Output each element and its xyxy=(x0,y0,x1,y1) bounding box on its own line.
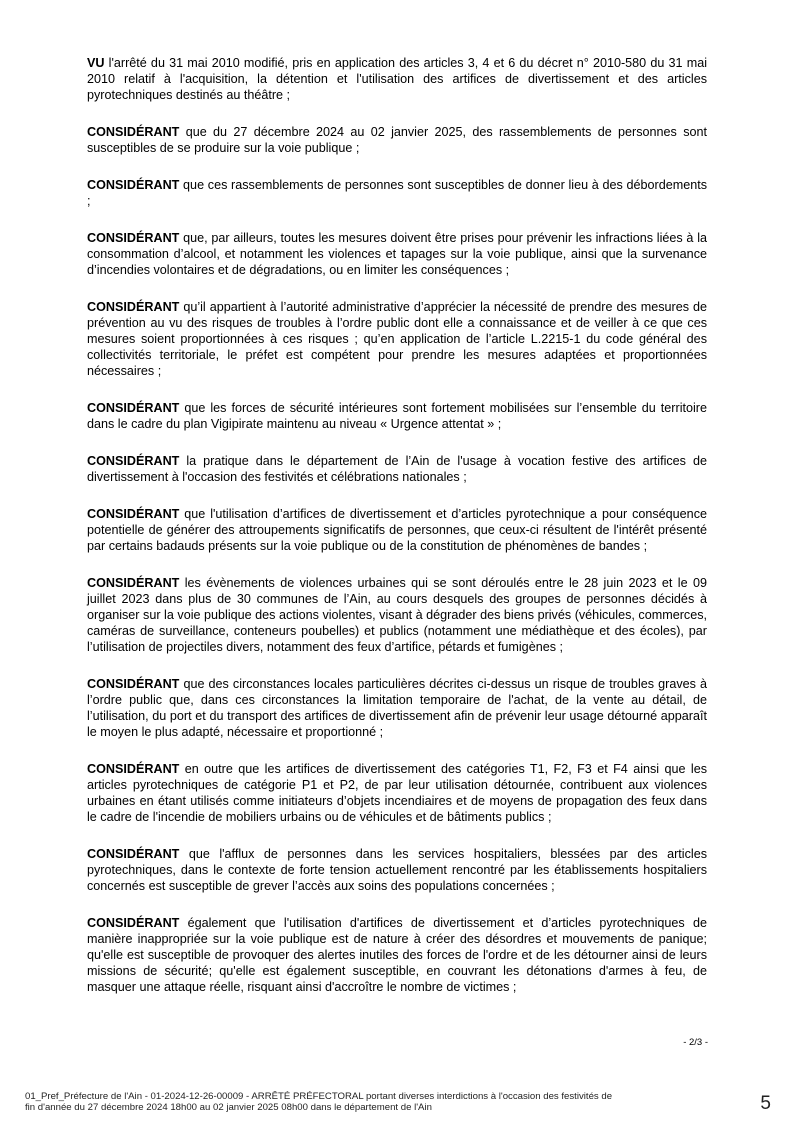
paragraph xyxy=(87,846,707,894)
document-body xyxy=(87,55,707,1016)
paragraph xyxy=(87,299,707,379)
paragraph-text: la pratique dans le département de l’Ain de l'usage à vocation festive des artifices de divertissement à l'occasion des festivités et célébrations nationales ; xyxy=(87,454,707,484)
paragraph-keyword: CONSIDÉRANT xyxy=(87,847,180,861)
paragraph-keyword: CONSIDÉRANT xyxy=(87,576,180,590)
paragraph xyxy=(87,676,707,740)
page-number: - 2/3 - xyxy=(683,1037,708,1048)
paragraph-keyword: CONSIDÉRANT xyxy=(87,507,180,521)
paragraph-text: en outre que les artifices de divertissement des catégories T1, F2, F3 et F4 ainsi que les articles pyrotechniques de catégorie P1 et P2, de par leur utilisation détournée, contribuent aux violences urbaines en étant utilisés comme initiateurs d’objets incendiaires et de moyens de propagation des feux dans le cadre de l'incendie de mobiliers urbains ou de véhicules et de bâtiments publics ; xyxy=(87,762,707,824)
paragraph xyxy=(87,230,707,278)
paragraph xyxy=(87,400,707,432)
paragraph-keyword: CONSIDÉRANT xyxy=(87,300,180,314)
paragraph-text: que, par ailleurs, toutes les mesures doivent être prises pour prévenir les infractions liées à la consommation d’alcool, et notamment les violences et tapages sur la voie publique, ainsi que la survenance d’incendies volontaires et de dégradations, ou en limiter les conséquences ; xyxy=(87,231,707,277)
paragraph-keyword: VU xyxy=(87,56,105,70)
paragraph xyxy=(87,915,707,995)
paragraph-keyword: CONSIDÉRANT xyxy=(87,178,180,192)
paragraph-keyword: CONSIDÉRANT xyxy=(87,762,180,776)
paragraph xyxy=(87,124,707,156)
paragraph-text: qu’il appartient à l’autorité administrative d’apprécier la nécessité de prendre des mesures de prévention au vu des risques de troubles à l’ordre public dont elle a connaissance et de veiller à ce que ces mesures soient proportionnées à ces risques ; qu’en application de l’article L.2215-1 du code général des collectivités territoriale, le préfet est compétent pour prendre les mesures adaptées et proportionnées nécessaires ; xyxy=(87,300,707,378)
paragraph-text: que l'afflux de personnes dans les services hospitaliers, blessées par des articles pyrotechniques, dans le contexte de forte tension actuellement rencontré par les établissements hospitaliers concernés est susceptible de grever l’accès aux soins des populations concernées ; xyxy=(87,847,707,893)
paragraph-keyword: CONSIDÉRANT xyxy=(87,125,180,139)
footer-line: 01_Pref_Préfecture de l'Ain - 01-2024-12-26-00009 - ARRÊTÉ PRÉFECTORAL portant diverses interdictions à l'occasion des festivités de xyxy=(25,1091,613,1102)
document-footer xyxy=(25,1091,725,1113)
paragraph xyxy=(87,177,707,209)
paragraph-keyword: CONSIDÉRANT xyxy=(87,401,180,415)
paragraph-text: également que l'utilisation d'artifices de divertissement et d’articles pyrotechniques de manière inappropriée sur la voie publique est de nature à créer des désordres et mouvements de panique; qu'elle est susceptible de provoquer des alertes inutiles des forces de l'ordre et de les détourner ainsi de leurs missions de sécurité; qu'elle est également susceptible, en couvrant les détonations d'armes à feu, de masquer une attaque réelle, risquant ainsi d'accroître le nombre de victimes ; xyxy=(87,916,707,994)
paragraph-keyword: CONSIDÉRANT xyxy=(87,454,180,468)
paragraph-keyword: CONSIDÉRANT xyxy=(87,677,180,691)
paragraph xyxy=(87,453,707,485)
paragraph-keyword: CONSIDÉRANT xyxy=(87,916,180,930)
paragraph-text: que les forces de sécurité intérieures sont fortement mobilisées sur l’ensemble du territoire dans le cadre du plan Vigipirate maintenu au niveau « Urgence attentat » ; xyxy=(87,401,707,431)
paragraph-text: que ces rassemblements de personnes sont susceptibles de donner lieu à des débordements ; xyxy=(87,178,707,208)
footer-line: fin d'année du 27 décembre 2024 18h00 au 02 janvier 2025 08h00 dans le département de l'Ain xyxy=(25,1102,432,1113)
paragraph xyxy=(87,506,707,554)
sheet-number: 5 xyxy=(760,1093,771,1114)
paragraph-text: que du 27 décembre 2024 au 02 janvier 2025, des rassemblements de personnes sont susceptibles de se produire sur la voie publique ; xyxy=(87,125,707,155)
paragraph-keyword: CONSIDÉRANT xyxy=(87,231,180,245)
paragraph xyxy=(87,761,707,825)
paragraph-text: que l'utilisation d’artifices de divertissement et d’articles pyrotechnique a pour conséquence potentielle de générer des attroupements significatifs de personnes, que ceux-ci résultent de l'intérêt présenté par certains badauds présents sur la voie publique ou de la constitution de phénomènes de bandes ; xyxy=(87,507,707,553)
paragraph-text: les évènements de violences urbaines qui se sont déroulés entre le 28 juin 2023 et le 09 juillet 2023 dans plus de 30 communes de l’Ain, au cours desquels des groupes de personnes décidés à organiser sur la voie publique des actions violentes, visant à dégrader des biens privés (véhicules, commerces, caméras de surveillance, conteneurs poubelles) et publics (notamment une médiathèque et des écoles), par l’utilisation de projectiles divers, notamment des feux d’artifice, pétards et fumigènes ; xyxy=(87,576,707,654)
paragraph-text: que des circonstances locales particulières décrites ci-dessus un risque de troubles graves à l’ordre public que, dans ces circonstances la limitation temporaire de l'achat, de la vente au détail, de l’utilisation, du port et du transport des artifices de divertissement afin de prévenir leur usage détourné apparaît le moyen le plus adapté, nécessaire et proportionné ; xyxy=(87,677,707,739)
paragraph-text: l'arrêté du 31 mai 2010 modifié, pris en application des articles 3, 4 et 6 du décret n° 2010-580 du 31 mai 2010 relatif à l'acquisition, la détention et l'utilisation des artifices de divertissement et des articles pyrotechniques destinés au théâtre ; xyxy=(87,56,707,102)
paragraph xyxy=(87,55,707,103)
paragraph xyxy=(87,575,707,655)
